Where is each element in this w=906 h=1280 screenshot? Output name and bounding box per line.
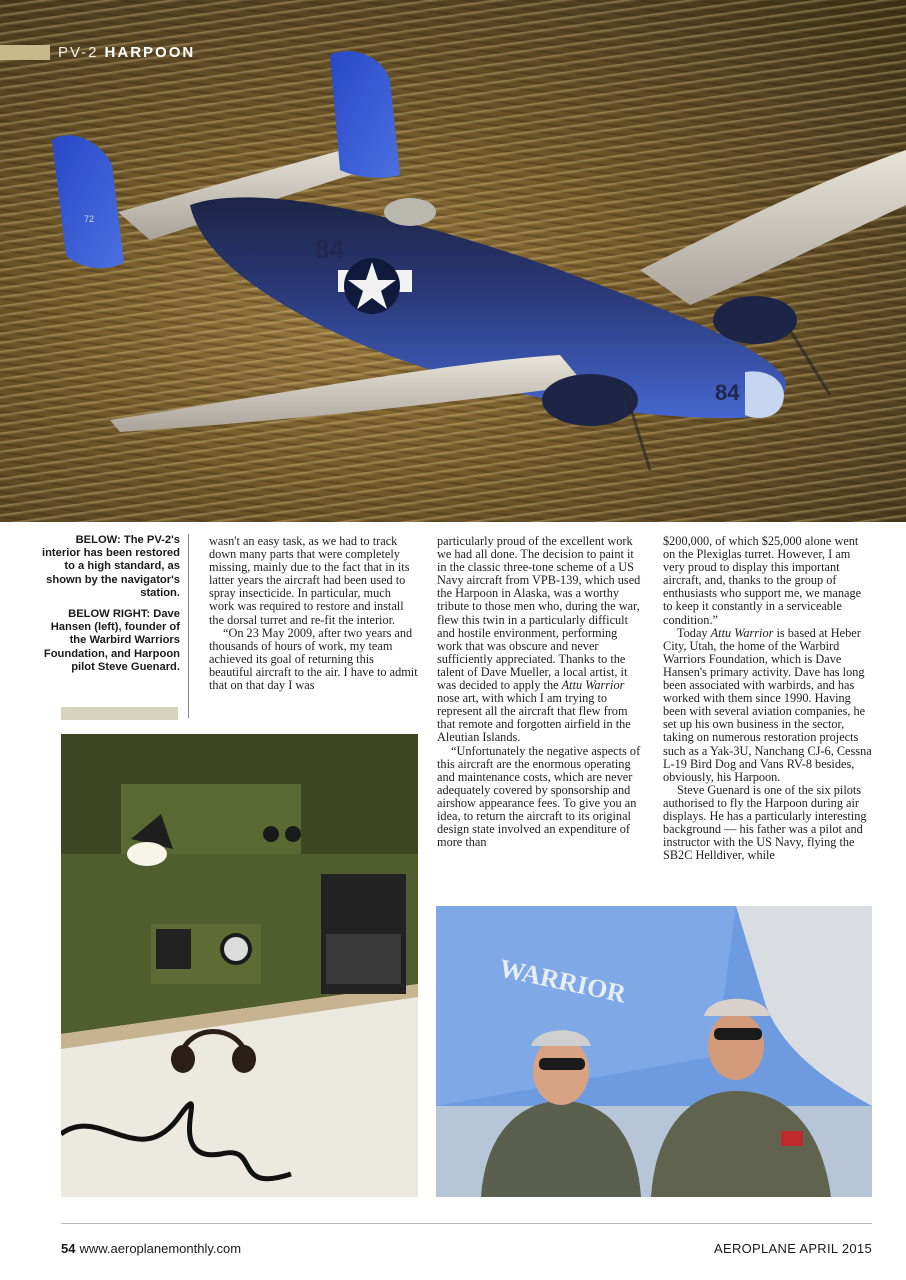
pilots-illustration xyxy=(436,906,872,1197)
pilots-photo xyxy=(436,906,872,1197)
dorsal-turret xyxy=(384,198,436,226)
section-tag xyxy=(0,43,195,61)
photo-captions xyxy=(40,534,180,682)
caption-below-text: The PV-2's interior has been restored to a high standard, as shown by the navigator's station. xyxy=(41,534,180,599)
nose-number: 84 xyxy=(715,380,740,405)
harpoon-aircraft-illustration xyxy=(0,0,906,522)
page-number: 54 xyxy=(61,1241,76,1256)
website-link[interactable]: www.aeroplanemonthly.com xyxy=(79,1241,242,1256)
section-tag-name: HARPOON xyxy=(104,43,196,61)
article-column-2 xyxy=(437,535,642,849)
article-paragraph: “On 23 May 2009, after two years and thousands of hours of work, my team achieved its goal of returning this beautiful aircraft to the air. I have to admit that on that day I was xyxy=(209,625,418,693)
article-paragraph: “Unfortunately the negative aspects of this aircraft are the enormous operating and maintenance costs, which are never adequately covered by sponsorship and airshow appearance fees. To give you an idea, to return the aircraft to its original design state involved an expenditure of more than xyxy=(437,743,641,850)
lower-wing xyxy=(110,355,585,432)
upper-wing xyxy=(640,150,906,305)
article-paragraph: particularly proud of the excellent work we had all done. The decision to paint it in the classic three-tone scheme of a US Navy aircraft from VPB-139, which used the Harpoon in Alaska, was a worthy tribute to those men who, during the war, flew this twin in a particularly difficult and hostile environment, performing work that was obscure and never sufficiently appreciated. Thanks to the talent of Dave Mueller, a local artist, it was decided to apply the Attu Warrior nose art, with which I am trying to represent all the aircraft that flew from that remote and forgotten airfield in the Aleutian Islands. xyxy=(437,534,641,745)
footer-left xyxy=(61,1241,241,1256)
left-tail-fin xyxy=(52,135,124,268)
left-engine xyxy=(542,374,638,426)
caption-below-right-text: Dave Hansen (left), founder of the Warbird Warriors Foundation, and Harpoon pilot Steve Guenard. xyxy=(43,608,180,673)
article-paragraph: wasn't an easy task, as we had to track down many parts that were completely missing, mainly due to the fact that in its latter years the aircraft had been used to spray insecticide. In particular, much work was required to restore and install the dorsal turret and re-fit the interior. xyxy=(209,534,410,627)
caption-below-right-lead: BELOW RIGHT: xyxy=(68,608,151,621)
right-tail-fin xyxy=(330,51,400,178)
hero-photo xyxy=(0,0,906,522)
aircraft-name: Attu Warrior xyxy=(710,625,774,640)
article-paragraph: $200,000, of which $25,000 alone went on the Plexiglas turret. However, I am very proud to display this important aircraft, and, thanks to the group of enthusiasts who support me, we manage to keep it constantly in a serviceable condition.” xyxy=(663,534,862,627)
caption-accent-bar xyxy=(61,707,178,720)
aircraft-name: Attu Warrior xyxy=(561,678,625,693)
article-column-1 xyxy=(209,535,419,692)
right-engine xyxy=(713,296,797,344)
caption-below-lead: BELOW: xyxy=(75,534,121,546)
fuselage-number: 84 xyxy=(315,234,344,264)
section-tag-bar xyxy=(0,45,50,60)
article-column-3 xyxy=(663,535,873,862)
section-tag-model: PV-2 xyxy=(58,43,99,61)
footer-divider xyxy=(61,1223,872,1224)
navigator-station-photo xyxy=(61,734,418,1197)
nose-art-text: WARRIOR xyxy=(496,953,629,1009)
magazine-issue: AEROPLANE APRIL 2015 xyxy=(714,1241,872,1256)
interior-illustration xyxy=(61,734,418,1197)
article-paragraph: Steve Guenard is one of the six pilots authorised to fly the Harpoon during air displays. He has a particularly interesting background — his father was a pilot and instructor with the US Navy, flying the SB2C Helldiver, while xyxy=(663,782,867,863)
caption-divider xyxy=(188,534,189,718)
article-paragraph: Today Attu Warrior is based at Heber City, Utah, the home of the Warbird Warriors Foundation, which is Dave Hansen's primary activity. Dave has long been associated with warbirds, and has worked with them since 1990. Having been with several aviation companies, he set up his own business in the sector, taking on numerous restoration projects such as a Yak-3U, Nanchang CJ-6, Cessna L-19 Bird Dog and Vans RV-8 besides, obviously, his Harpoon. xyxy=(663,625,872,784)
tail-number: 72 xyxy=(84,214,95,224)
caption-below-right xyxy=(40,608,180,674)
caption-below xyxy=(40,534,180,600)
